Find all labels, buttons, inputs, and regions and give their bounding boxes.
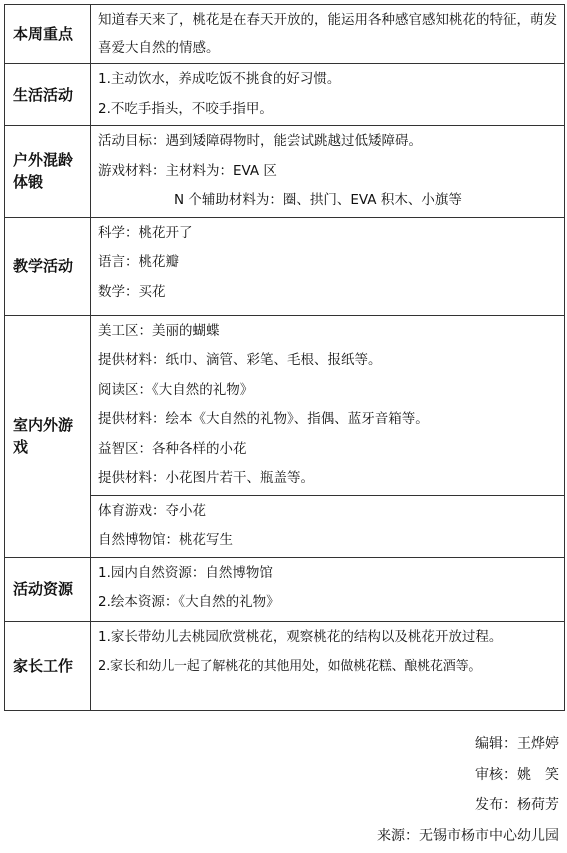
row-weekly-focus (5, 5, 565, 64)
source-credit: 来源：无锡市杨市中心幼儿园 (377, 827, 559, 844)
content-line: 阅读区：《大自然的礼物》 (98, 381, 254, 398)
content-line: 1.园内自然资源：自然博物馆 (98, 564, 273, 581)
content-line: 1.主动饮水，养成吃饭不挑食的好习惯。 (98, 71, 341, 87)
row-teaching (5, 217, 565, 315)
content-line: 美工区：美丽的蝴蝶 (98, 322, 220, 339)
row-content (91, 64, 565, 126)
content-line: 1.家长带幼儿去桃园欣赏桃花，观察桃花的结构以及桃花开放过程。 (98, 628, 503, 645)
content-line: 自然博物馆：桃花写生 (98, 532, 233, 548)
weekly-plan-table (4, 4, 565, 711)
content-line: 游戏材料：主材料为：EVA 区 (98, 162, 277, 179)
row-content (91, 126, 565, 218)
row-games-areas (5, 315, 565, 495)
row-label: 教学活动 (5, 217, 91, 315)
row-content (91, 621, 565, 710)
content-line: 活动目标：遇到矮障碍物时，能尝试跳越过低矮障碍。 (98, 133, 422, 149)
content-line: 科学：桃花开了 (98, 224, 193, 241)
content-line: 提供材料：纸巾、滴管、彩笔、毛根、报纸等。 (98, 352, 382, 368)
row-label: 室内外游戏 (5, 315, 91, 557)
content-line: 提供材料：绘本《大自然的礼物》、指偶、蓝牙音箱等。 (98, 411, 429, 427)
row-label: 本周重点 (5, 5, 91, 64)
reviewer-credit: 审核：姚 笑 (475, 766, 559, 783)
row-label: 生活活动 (5, 64, 91, 126)
row-daily-life (5, 64, 565, 126)
editor-credit: 编辑：王烨婷 (475, 736, 559, 752)
row-resources (5, 557, 565, 621)
row-content (91, 217, 565, 315)
content-line: 体育游戏：夺小花 (98, 502, 206, 519)
content-line: 知道春天来了，桃花是在春天开放的，能运用各种感官感知桃花的特征，萌发喜爱大自然的情感。 (98, 12, 557, 56)
row-label: 活动资源 (5, 557, 91, 621)
content-line: 提供材料：小花图片若干、瓶盖等。 (98, 470, 314, 486)
row-content (91, 5, 565, 64)
content-line: 2.绘本资源：《大自然的礼物》 (98, 594, 280, 610)
content-line: 语言：桃花瓣 (98, 254, 179, 270)
content-line: 2.家长和幼儿一起了解桃花的其他用处，如做桃花糕、酿桃花酒等。 (98, 659, 482, 674)
row-content (91, 315, 565, 495)
row-content (91, 495, 565, 557)
row-parent-work (5, 621, 565, 710)
row-label: 家长工作 (5, 621, 91, 710)
row-content (91, 557, 565, 621)
publisher-credit: 发布：杨荷芳 (475, 797, 559, 813)
credits-block (377, 729, 559, 851)
content-line: N 个辅助材料为：圈、拱门、EVA 积木、小旗等 (174, 192, 462, 208)
row-outdoor-exercise (5, 126, 565, 218)
content-line: 2.不吃手指头，不咬手指甲。 (98, 100, 273, 117)
content-line: 益智区：各种各样的小花 (98, 440, 247, 457)
row-label: 户外混龄体锻 (5, 126, 91, 218)
content-line: 数学：买花 (98, 283, 166, 300)
